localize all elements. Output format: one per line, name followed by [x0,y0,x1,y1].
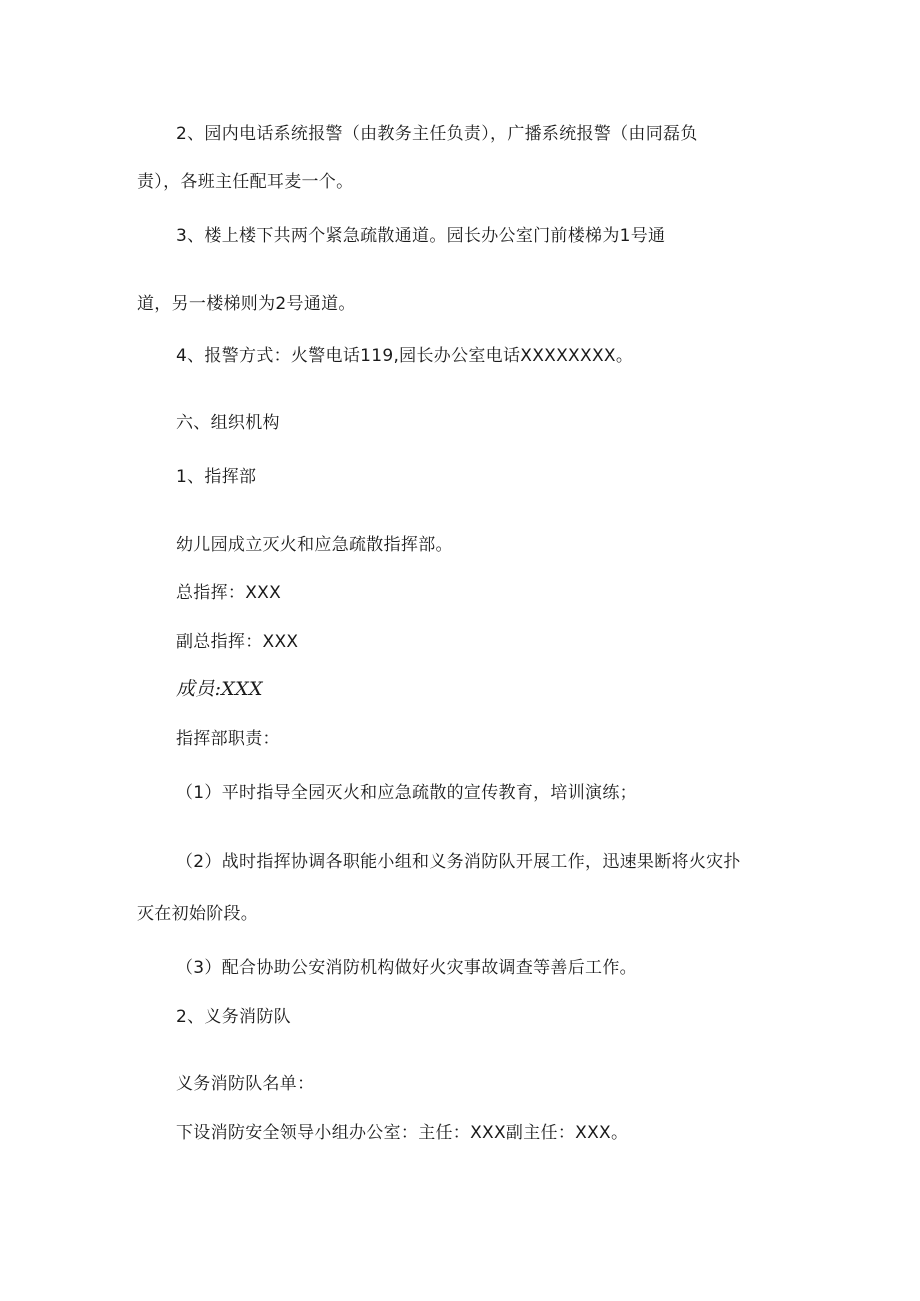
duty-item-2-line1: （2）战时指挥协调各职能小组和义务消防队开展工作，迅速果断将火灾扑 [176,852,741,872]
paragraph-alarm-phone-line1: 2、园内电话系统报警（由教务主任负责），广播系统报警（由同磊负 [176,124,698,144]
section-heading-organization: 六、组织机构 [176,413,280,433]
paragraph-alarm-phone-line2: 责），各班主任配耳麦一个。 [137,172,354,192]
subheading-fire-brigade: 2、义务消防队 [176,1007,291,1027]
paragraph-evacuation-line2: 道，另一楼梯则为2号通道。 [137,294,356,314]
duty-item-2-line2: 灭在初始阶段。 [137,904,259,924]
paragraph-alarm-method: 4、报警方式：火警电话119,园长办公室电话XXXXXXXX。 [176,346,634,366]
duty-item-1: （1）平时指导全园灭火和应急疏散的宣传教育，培训演练； [176,783,637,803]
commander-line: 总指挥：XXX [176,583,282,603]
fire-brigade-list-heading: 义务消防队名单： [176,1074,315,1094]
duty-item-3: （3）配合协助公安消防机构做好火灾事故调查等善后工作。 [176,958,637,978]
deputy-commander-line: 副总指挥：XXX [176,632,299,652]
subheading-command: 1、指挥部 [176,467,257,487]
duties-heading: 指挥部职责： [176,729,280,749]
members-line: 成员:XXX [176,678,263,700]
paragraph-evacuation-line1: 3、楼上楼下共两个紧急疏散通道。园长办公室门前楼梯为1号通 [176,226,666,246]
paragraph-command-established: 幼儿园成立灭火和应急疏散指挥部。 [176,535,453,555]
office-line: 下设消防安全领导小组办公室：主任：XXX副主任：XXX。 [176,1123,629,1143]
